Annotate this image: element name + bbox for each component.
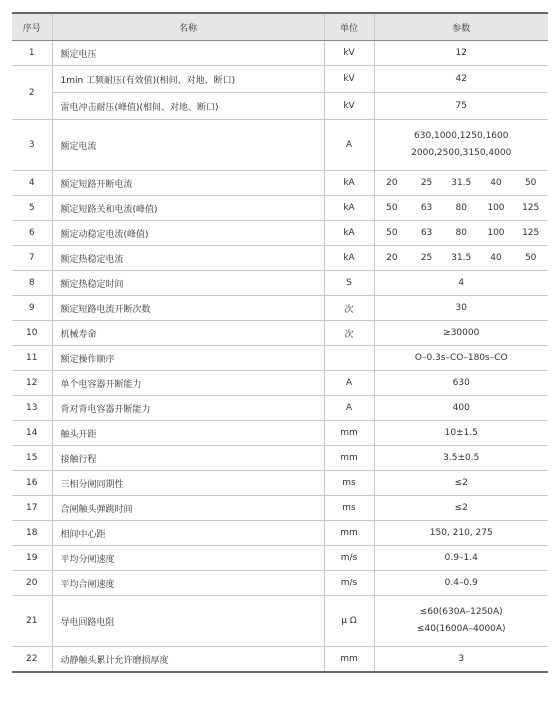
- table-row: [12, 471, 548, 496]
- row-unit: 次: [324, 321, 374, 346]
- table-row: [12, 66, 548, 93]
- row-no: 5: [12, 196, 52, 221]
- value-line: 630,1000,1250,1600: [414, 131, 509, 141]
- value-cell: 125: [522, 228, 540, 238]
- row-name: 额定短路关和电流(峰值): [52, 196, 324, 221]
- table-row: [12, 647, 548, 673]
- row-value: [374, 171, 548, 196]
- table-row: [12, 396, 548, 421]
- row-value: 3: [374, 647, 548, 673]
- row-unit: mm: [324, 421, 374, 446]
- row-no: 2: [12, 66, 52, 120]
- row-no: 1: [12, 41, 52, 66]
- row-no: 12: [12, 371, 52, 396]
- row-unit: μ Ω: [324, 596, 374, 647]
- row-no: 10: [12, 321, 52, 346]
- value-cell: 80: [455, 228, 467, 238]
- value-cell: 100: [487, 228, 505, 238]
- row-unit: kA: [324, 246, 374, 271]
- row-no: 15: [12, 446, 52, 471]
- row-value: 0.4–0.9: [374, 571, 548, 596]
- table-row: [12, 421, 548, 446]
- row-name: 1min 工频耐压(有效值)(相间、对地、断口): [52, 66, 324, 93]
- row-unit: mm: [324, 446, 374, 471]
- row-value: 30: [374, 296, 548, 321]
- row-value: 150, 210, 275: [374, 521, 548, 546]
- value-cell: 20: [386, 253, 398, 263]
- row-no: 21: [12, 596, 52, 647]
- row-name: 动静触头累计允许磨损厚度: [52, 647, 324, 673]
- value-cell: 63: [420, 228, 433, 238]
- row-unit: 次: [324, 296, 374, 321]
- row-no: 17: [12, 496, 52, 521]
- row-unit: A: [324, 120, 374, 171]
- table-row: [12, 521, 548, 546]
- row-no: 3: [12, 120, 52, 171]
- table-row: [12, 93, 548, 120]
- header-name: 名称: [52, 13, 324, 41]
- row-no: 8: [12, 271, 52, 296]
- table-row: [12, 196, 548, 221]
- value-cell: 125: [522, 203, 540, 213]
- value-line: ≤40(1600A–4000A): [416, 624, 506, 634]
- table-row: [12, 371, 548, 396]
- row-unit: kV: [324, 93, 374, 120]
- row-unit: kA: [324, 171, 374, 196]
- row-no: 7: [12, 246, 52, 271]
- header-unit: 单位: [324, 13, 374, 41]
- row-no: 19: [12, 546, 52, 571]
- table-row: [12, 221, 548, 246]
- row-no: 14: [12, 421, 52, 446]
- row-value: [374, 120, 548, 171]
- row-value: [374, 596, 548, 647]
- row-no: 11: [12, 346, 52, 371]
- table-row: [12, 321, 548, 346]
- table-row: [12, 296, 548, 321]
- spec-table-container: [12, 12, 548, 673]
- row-name: 额定热稳定电流: [52, 246, 324, 271]
- table-row: [12, 496, 548, 521]
- row-value: 10±1.5: [374, 421, 548, 446]
- row-name: 额定短路开断电流: [52, 171, 324, 196]
- value-cell: 50: [524, 253, 537, 263]
- spec-table: [12, 12, 548, 673]
- row-unit: mm: [324, 521, 374, 546]
- table-row: [12, 571, 548, 596]
- row-value: 3.5±0.5: [374, 446, 548, 471]
- row-value: [374, 246, 548, 271]
- row-name: 三相分闸同期性: [52, 471, 324, 496]
- row-value: ≤2: [374, 471, 548, 496]
- row-unit: mm: [324, 647, 374, 673]
- row-unit: S: [324, 271, 374, 296]
- row-value: [374, 221, 548, 246]
- row-name: 机械寿命: [52, 321, 324, 346]
- value-cell: 50: [386, 203, 398, 213]
- value-line: ≤60(630A–1250A): [419, 607, 503, 617]
- row-name: 额定电压: [52, 41, 324, 66]
- value-cell: 50: [386, 228, 398, 238]
- header-row: [12, 13, 548, 41]
- row-no: 4: [12, 171, 52, 196]
- row-name: 额定动稳定电流(峰值): [52, 221, 324, 246]
- row-unit: kV: [324, 41, 374, 66]
- row-no: 18: [12, 521, 52, 546]
- value-cell: 40: [490, 178, 502, 188]
- row-name: 额定电流: [52, 120, 324, 171]
- value-cell: 100: [487, 203, 505, 213]
- row-no: 16: [12, 471, 52, 496]
- row-name: 额定热稳定时间: [52, 271, 324, 296]
- header-no: 序号: [12, 13, 52, 41]
- row-name: 触头开距: [52, 421, 324, 446]
- row-unit: m/s: [324, 571, 374, 596]
- row-name: 接触行程: [52, 446, 324, 471]
- table-row: [12, 346, 548, 371]
- value-cell: 50: [524, 178, 537, 188]
- row-name: 平均分闸速度: [52, 546, 324, 571]
- row-value: 0.9–1.4: [374, 546, 548, 571]
- row-name: 平均合闸速度: [52, 571, 324, 596]
- value-cell: 31.5: [451, 178, 472, 188]
- value-cell: 40: [490, 253, 502, 263]
- table-row: [12, 596, 548, 647]
- row-unit: kV: [324, 66, 374, 93]
- row-no: 6: [12, 221, 52, 246]
- row-unit: kA: [324, 196, 374, 221]
- row-unit: A: [324, 396, 374, 421]
- row-no: 22: [12, 647, 52, 673]
- row-no: 9: [12, 296, 52, 321]
- table-row: [12, 41, 548, 66]
- row-value: ≤2: [374, 496, 548, 521]
- row-name: 合闸触头弹跳时间: [52, 496, 324, 521]
- row-unit: ms: [324, 496, 374, 521]
- value-cell: 25: [420, 178, 433, 188]
- row-name: 背对背电容器开断能力: [52, 396, 324, 421]
- row-value: 42: [374, 66, 548, 93]
- row-unit: m/s: [324, 546, 374, 571]
- header-params: 参数: [374, 13, 548, 41]
- table-row: [12, 246, 548, 271]
- row-name: 雷电冲击耐压(峰值)(相间、对地、断口): [52, 93, 324, 120]
- row-no: 13: [12, 396, 52, 421]
- value-cell: 25: [420, 253, 433, 263]
- row-name: 相间中心距: [52, 521, 324, 546]
- row-name: 额定操作顺序: [52, 346, 324, 371]
- row-unit: A: [324, 371, 374, 396]
- table-row: [12, 546, 548, 571]
- row-name: 单个电容器开断能力: [52, 371, 324, 396]
- row-value: 12: [374, 41, 548, 66]
- row-unit: [324, 346, 374, 371]
- table-row: [12, 271, 548, 296]
- row-value: 4: [374, 271, 548, 296]
- value-line: 2000,2500,3150,4000: [411, 148, 512, 158]
- table-row: [12, 171, 548, 196]
- row-value: ≥30000: [374, 321, 548, 346]
- row-unit: kA: [324, 221, 374, 246]
- row-value: [374, 196, 548, 221]
- value-cell: 20: [386, 178, 398, 188]
- value-cell: 63: [420, 203, 433, 213]
- row-name: 导电回路电阻: [52, 596, 324, 647]
- table-row: [12, 120, 548, 171]
- row-value: 400: [374, 396, 548, 421]
- row-no: 20: [12, 571, 52, 596]
- row-name: 额定短路电流开断次数: [52, 296, 324, 321]
- value-cell: 31.5: [451, 253, 472, 263]
- value-cell: 80: [455, 203, 467, 213]
- row-unit: ms: [324, 471, 374, 496]
- table-row: [12, 446, 548, 471]
- row-value: 75: [374, 93, 548, 120]
- row-value: O–0.3s–CO–180s–CO: [374, 346, 548, 371]
- row-value: 630: [374, 371, 548, 396]
